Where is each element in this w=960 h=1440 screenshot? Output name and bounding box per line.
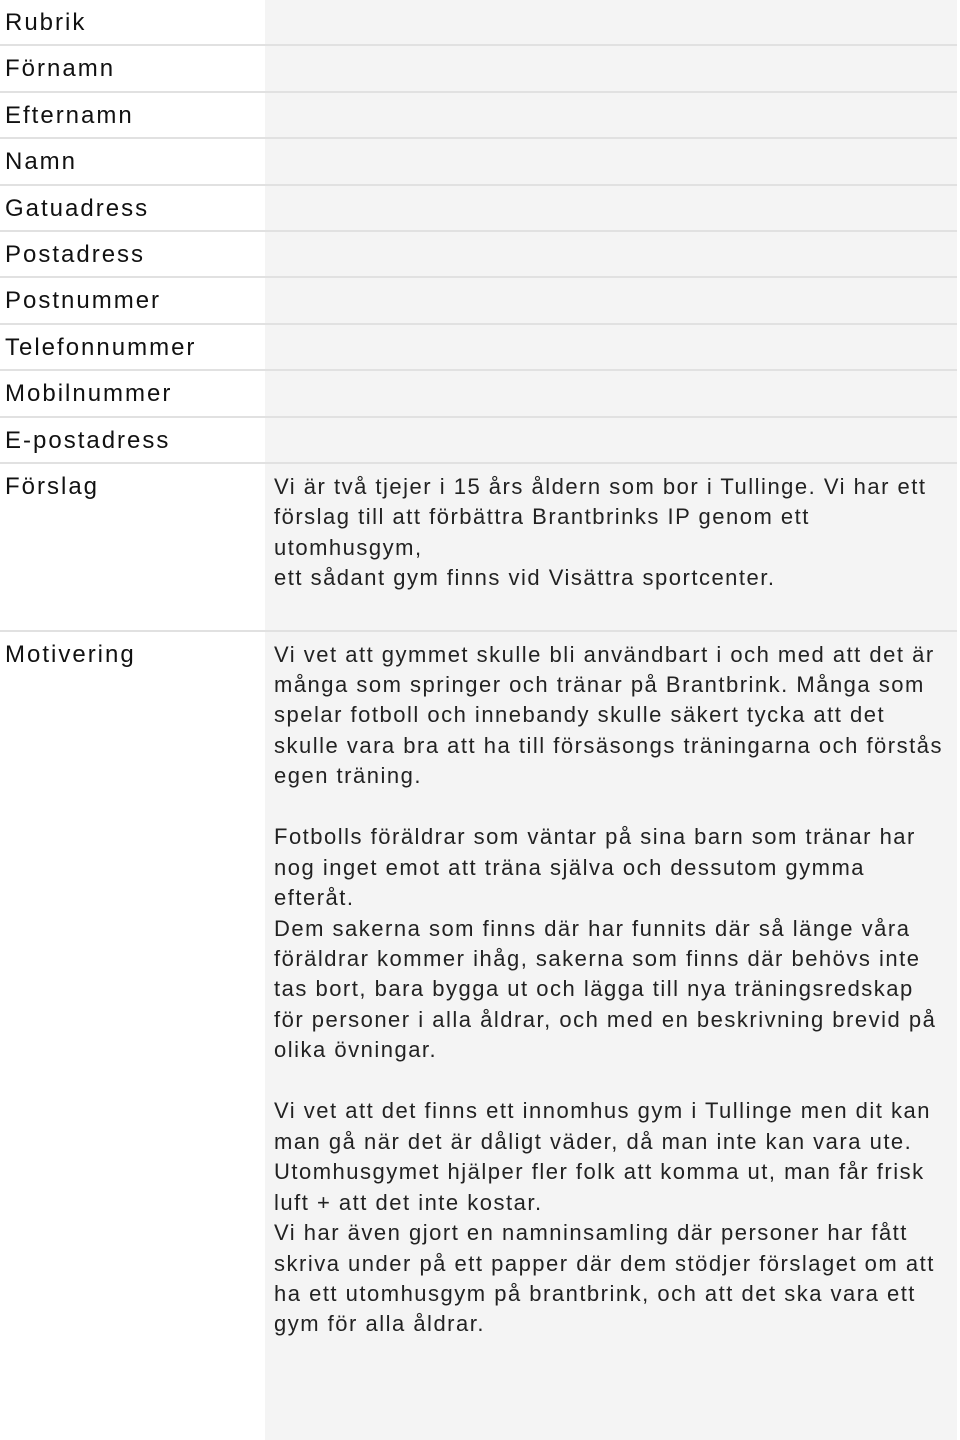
field-value-namn: [265, 139, 957, 183]
forslag-paragraph: Vi är två tjejer i 15 års åldern som bor i Tullinge. Vi har ett förslag till att förbättra Brantbrinks IP genom ett utomhusgym, ett sådant gym finns vid Visättra sportcenter.: [274, 473, 927, 591]
field-row-postnummer: [0, 278, 957, 324]
field-label-forslag: Förslag: [5, 472, 100, 500]
field-value-gatuadress: [265, 186, 957, 230]
motivering-paragraph: Vi vet att gymmet skulle bli användbart i och med att det är många som springer och tränar på Brantbrink. Många som spelar fotboll och innebandy skulle säkert tycka att det skulle vara bra att ha till försäsongs träningarna och förstås egen träning.: [274, 641, 943, 789]
field-label-telefonnummer: Telefonnummer: [5, 333, 197, 361]
field-row-rubrik: [0, 0, 957, 46]
field-label-postadress: Postadress: [5, 240, 146, 268]
field-label-mobilnummer: Mobilnummer: [5, 380, 173, 408]
field-row-epostadress: [0, 418, 957, 464]
field-row-forslag: [0, 464, 957, 632]
motivering-paragraph: Vi vet att det finns ett innomhus gym i Tullinge men dit kan man gå när det är dåligt väder, då man inte kan vara ute. Utomhusgymet hjälper fler folk att komma ut, man får frisk luft + att det inte kostar. Vi har även gjort en namninsamling där personer har fått skriva under på ett papper där dem stödjer förslaget om att ha ett utomhusgym på brantbrink, och att det ska vara ett gym för alla åldrar.: [274, 1098, 935, 1337]
field-row-telefonnummer: [0, 325, 957, 371]
field-row-postadress: [0, 232, 957, 278]
field-row-motivering: [0, 632, 957, 1440]
field-value-postnummer: [265, 278, 957, 322]
field-value-postadress: [265, 232, 957, 276]
motivering-paragraph: Fotbolls föräldrar som väntar på sina barn som tränar har nog inget emot att träna själva och dessutom gymma efteråt. Dem sakerna som finns där har funnits där så länge våra föräldrar kommer ihåg, sakerna som finns där behövs inte tas bort, bara bygga ut och lägga till nya träningsredskap för personer i alla åldrar, och med en beskrivning brevid på olika övningar.: [274, 824, 937, 1063]
field-value-efternamn: [265, 93, 957, 137]
field-value-telefonnummer: [265, 325, 957, 369]
field-row-gatuadress: [0, 186, 957, 232]
field-label-epostadress: E-postadress: [5, 426, 171, 454]
field-label-fornamn: Förnamn: [5, 55, 116, 83]
field-row-fornamn: [0, 46, 957, 92]
field-row-efternamn: [0, 93, 957, 139]
field-value-fornamn: [265, 46, 957, 90]
field-label-gatuadress: Gatuadress: [5, 194, 150, 222]
field-row-mobilnummer: [0, 371, 957, 417]
field-label-efternamn: Efternamn: [5, 101, 134, 129]
field-label-rubrik: Rubrik: [5, 9, 87, 36]
field-label-motivering: Motivering: [5, 640, 136, 668]
field-label-postnummer: Postnummer: [5, 287, 162, 315]
field-value-epostadress: [265, 418, 957, 462]
field-label-namn: Namn: [5, 148, 78, 176]
field-value-mobilnummer: [265, 371, 957, 415]
field-value-rubrik: [265, 0, 957, 44]
field-value-motivering: [265, 632, 957, 1440]
field-row-namn: [0, 139, 957, 185]
field-value-forslag: [265, 464, 957, 630]
